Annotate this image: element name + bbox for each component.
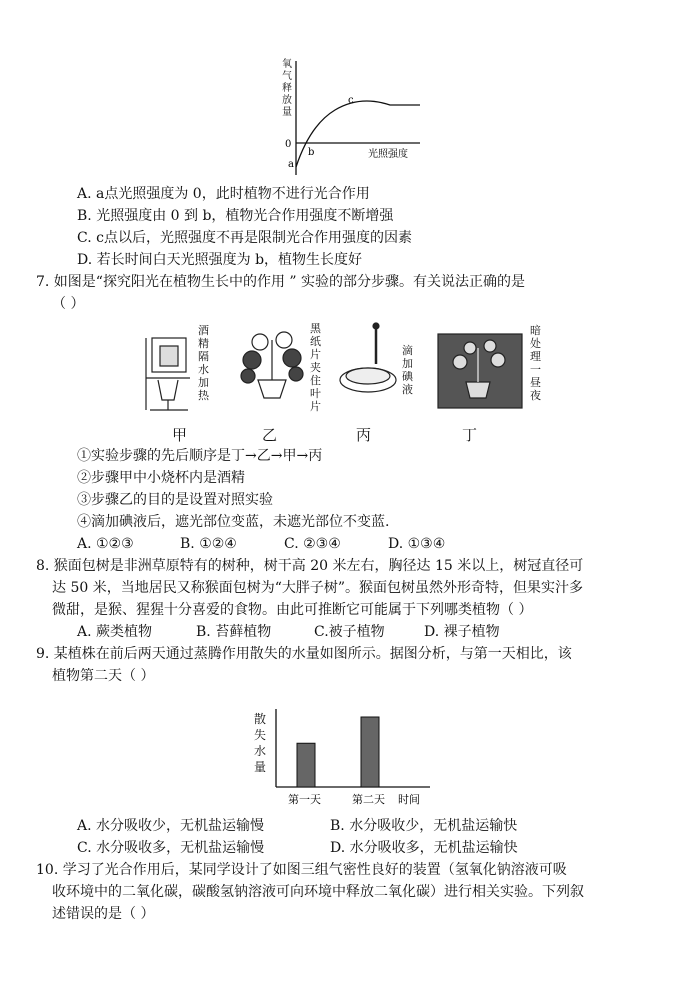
yi-side-char: 叶	[310, 387, 321, 400]
ding-side-char: 夜	[530, 389, 541, 402]
q6-option-d: D. 若长时间白天光照强度为 b，植物生长度好	[77, 252, 363, 268]
jia-side-char: 热	[198, 389, 209, 402]
yi-side-char: 黑	[310, 322, 321, 335]
q6-point-b: b	[308, 147, 315, 158]
q9-option-d: D. 水分吸收多，无机盐运输快	[330, 840, 518, 856]
ding-side-char: 暗	[530, 324, 541, 337]
q9-stem-line1: 9. 某植株在前后两天通过蒸腾作用散失的水量如图所示。据图分析，与第一天相比，该	[36, 646, 572, 662]
q9-bar	[361, 717, 379, 787]
q6-ylabel-char: 氧	[282, 59, 292, 70]
q7-experiment-figure	[140, 320, 560, 445]
q6-ylabel-char: 释	[282, 83, 292, 94]
q9-option-b: B. 水分吸收少，无机盐运输快	[330, 818, 518, 834]
q6-point-a: a	[288, 159, 294, 170]
q9-category-label: 第二天	[352, 793, 385, 806]
q9-bar-chart-svg	[250, 705, 450, 810]
q8-option-c: C.被子植物	[314, 624, 385, 640]
yi-side-char: 住	[310, 374, 321, 387]
yi-side-char: 片	[310, 400, 321, 413]
q6-option-a: A. a点光照强度为 0，此时植物不进行光合作用	[77, 186, 370, 202]
q7-label-yi: 乙	[262, 426, 278, 444]
q7-statement-3: ③步骤乙的目的是设置对照实验	[77, 492, 273, 508]
jia-side-text	[198, 324, 210, 402]
jia-side-char: 酒	[198, 324, 209, 337]
q8-option-d: D. 裸子植物	[424, 624, 500, 640]
q7-option-a: A. ①②③	[77, 536, 134, 552]
q9-option-c: C. 水分吸收多，无机盐运输慢	[77, 840, 265, 856]
q6-point-c: c	[348, 95, 354, 106]
yi-side-char: 片	[310, 348, 321, 361]
q9-ylabel-char: 水	[254, 744, 267, 758]
yi-side-char: 夹	[310, 361, 321, 374]
ding-side-text	[530, 323, 541, 402]
jia-side-char: 水	[198, 363, 209, 376]
q9-ylabel-char: 量	[254, 760, 267, 774]
q8-option-a: A. 蕨类植物	[77, 624, 153, 640]
q7-option-c: C. ②③④	[284, 536, 341, 552]
q6-ylabel-char: 放	[282, 95, 292, 106]
q6-ylabel-char: 量	[282, 107, 292, 118]
q7-label-bing: 丙	[356, 426, 372, 444]
q9-ylabel-char: 失	[254, 728, 267, 742]
q7-option-d: D. ①③④	[388, 536, 446, 552]
q9-xlabel: 时间	[398, 793, 420, 806]
q7-stem-line1: 7. 如图是“探究阳光在植物生长中的作用 ” 实验的部分步骤。有关说法正确的是	[36, 274, 526, 290]
q10-stem-line2: 收环境中的二氧化碳，碳酸氢钠溶液可向环境中释放二氧化碳）进行相关实验。下列叙	[52, 884, 584, 900]
ding-side-char: 理	[530, 350, 541, 363]
q9-option-a: A. 水分吸收少，无机盐运输慢	[77, 818, 265, 834]
q8-stem-line3: 微甜，是猴、猩猩十分喜爱的食物。由此可推断它可能属于下列哪类植物（ ）	[52, 602, 533, 618]
bing-side-char: 碘	[402, 370, 413, 383]
jia-side-char: 隔	[198, 350, 209, 363]
q7-label-jia: 甲	[172, 426, 188, 444]
q10-stem-line3: 述错误的是（ ）	[52, 906, 155, 922]
q7-statement-4: ④滴加碘液后，遮光部位变蓝，未遮光部位不变蓝.	[77, 514, 390, 530]
q6-light-curve-figure	[270, 55, 430, 180]
q6-zero-label: 0	[285, 139, 292, 150]
bing-side-char: 加	[402, 357, 413, 370]
yi-side-text	[310, 322, 322, 413]
q7-statement-1: ①实验步骤的先后顺序是丁→乙→甲→丙	[77, 448, 323, 464]
q7-stem-line2: （ ）	[52, 296, 85, 312]
q9-bar-chart	[250, 705, 450, 810]
q8-stem-line1: 8. 猴面包树是非洲草原特有的树种，树干高 20 米左右，胸径达 15 米以上，树冠直径可	[36, 558, 584, 574]
bing-side-char: 滴	[402, 344, 413, 357]
q8-stem-line2: 达 50 米，当地居民又称猴面包树为“大胖子树”。猴面包树虽然外形奇特，但果实汁多	[52, 580, 584, 596]
q6-light-curve-svg	[270, 55, 430, 180]
q7-steps-svg	[140, 320, 560, 420]
q10-stem-line1: 10. 学习了光合作用后，某同学设计了如图三组气密性良好的装置（氢氧化钠溶液可吸	[36, 862, 567, 878]
jia-water-bath-apparatus	[146, 338, 190, 410]
ding-side-char: 昼	[530, 376, 541, 389]
ding-dark-box	[438, 334, 522, 408]
bing-side-char: 液	[402, 383, 413, 396]
q7-option-b: B. ①②④	[180, 536, 237, 552]
q9-ylabel	[254, 711, 266, 774]
q6-ylabel	[282, 57, 292, 118]
q9-bar	[297, 743, 315, 787]
q6-option-c: C. c点以后，光照强度不再是限制光合作用强度的因素	[77, 230, 412, 246]
q7-statement-2: ②步骤甲中小烧杯内是酒精	[77, 470, 245, 486]
q6-xlabel: 光照强度	[368, 149, 408, 160]
q7-label-ding: 丁	[462, 426, 478, 444]
jia-side-char: 精	[198, 337, 209, 350]
q8-option-b: B. 苔藓植物	[196, 624, 272, 640]
q9-ylabel-char: 散	[254, 712, 267, 726]
jia-side-char: 加	[198, 376, 209, 389]
bing-petri-dish	[340, 323, 396, 392]
q9-stem-line2: 植物第二天（ ）	[52, 668, 155, 684]
q6-ylabel-char: 气	[282, 71, 292, 82]
ding-side-char: 处	[530, 337, 541, 350]
q6-option-b: B. 光照强度由 0 到 b，植物光合作用强度不断增强	[77, 208, 394, 224]
ding-side-char: 一	[530, 363, 541, 376]
bing-side-text	[402, 344, 414, 396]
yi-potted-plant	[241, 332, 303, 398]
yi-side-char: 纸	[310, 335, 321, 348]
q9-category-label: 第一天	[288, 793, 321, 806]
